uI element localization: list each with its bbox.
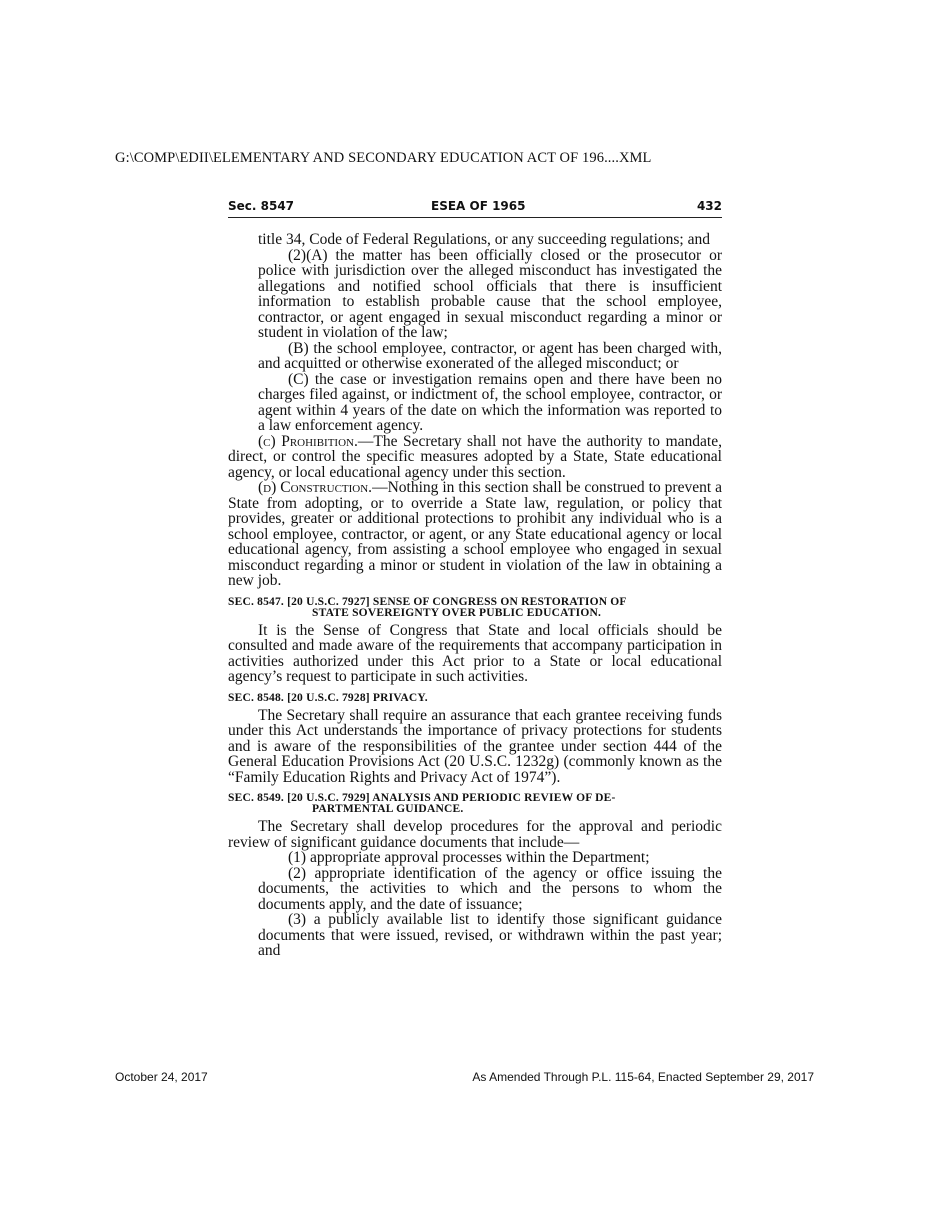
- running-title: ESEA OF 1965: [431, 199, 526, 213]
- subsection-text: —The Secretary shall not have the authority to mandate, direct, or control the specific measures adopted by a State, State educational agency, or local educational agency under this section.: [228, 432, 722, 481]
- list-item: (1) appropriate approval processes within the Department;: [288, 849, 650, 866]
- footer-amended: As Amended Through P.L. 115-64, Enacted September 29, 2017: [472, 1070, 814, 1084]
- document-body: [228, 232, 722, 959]
- paragraph: (2)(A) the matter has been officially closed or the prosecutor or police with jurisdiction over the alleged misconduct has investigated the allegations and notified school officials that there is insufficient information to establish probable cause that the school employee, contractor, or agent engaged in sexual misconduct regarding a minor or student in violation of the law;: [258, 246, 722, 341]
- subsection-label: (d) Construction.: [258, 479, 373, 496]
- paragraph: It is the Sense of Congress that State and local officials should be consulted and made aware of the requirements that accompany participation in activities authorized under this Act prior to a State or local educational agency’s request to participate in such activities.: [228, 621, 722, 685]
- list-item: (3) a publicly available list to identify those significant guidance documents that were issued, revised, or withdrawn within the past year; and: [258, 911, 722, 959]
- list-item: (2) appropriate identification of the agency or office issuing the documents, the activities to which and the persons to whom the documents apply, and the date of issuance;: [258, 864, 722, 913]
- section-heading-8549: [228, 793, 722, 815]
- page-number: 432: [696, 199, 722, 213]
- section-heading-8547: [228, 597, 722, 619]
- section-number: Sec. 8547: [228, 199, 295, 213]
- subsection-c: [228, 434, 722, 481]
- section-heading-line: SEC. 8547. [20 U.S.C. 7927] SENSE OF CONGRESS ON RESTORATION OF: [228, 595, 627, 608]
- paragraph: (C) the case or investigation remains open and there have been no charges filed against, or indictment of, the school employee, contractor, or agent within 4 years of the date on which the information was reported to a law enforcement agency.: [258, 370, 722, 434]
- section-heading-line: SEC. 8548. [20 U.S.C. 7928] PRIVACY.: [228, 691, 428, 704]
- section-heading-8548: [228, 693, 722, 704]
- section-heading-line: STATE SOVEREIGNTY OVER PUBLIC EDUCATION.: [312, 606, 602, 619]
- running-header: [228, 197, 722, 218]
- section-heading-line: SEC. 8549. [20 U.S.C. 7929] ANALYSIS AND PERIODIC REVIEW OF DE-: [228, 792, 616, 804]
- subsection-label: (c) Prohibition.: [258, 432, 358, 450]
- paragraph: (B) the school employee, contractor, or agent has been charged with, and acquitted or otherwise exonerated of the alleged misconduct; or: [258, 339, 722, 372]
- paragraph: The Secretary shall require an assurance that each grantee receiving funds under this Act understands the importance of privacy protections for students and is aware of the responsibilities of the grantee under section 444 of the General Education Provisions Act (20 U.S.C. 1232g) (commonly known as the “Family Education Rights and Privacy Act of 1974”).: [228, 706, 722, 786]
- file-path: G:\COMP\EDII\ELEMENTARY AND SECONDARY EDUCATION ACT OF 196....XML: [115, 150, 652, 166]
- footer-date: October 24, 2017: [115, 1070, 208, 1084]
- subsection-text: —Nothing in this section shall be construed to prevent a State from adopting, or to override a State law, regulation, or policy that provides, greater or additional protections to prohibit any individual who is a school employee, contractor, or agent, or any State educational agency or local educational agency, from assisting a school employee who engaged in sexual misconduct regarding a minor or student in violation of the law in obtaining a new job.: [228, 479, 722, 589]
- paragraph: The Secretary shall develop procedures for the approval and periodic review of significant guidance documents that include—: [228, 818, 722, 851]
- paragraph: title 34, Code of Federal Regulations, or any succeeding regulations; and: [258, 231, 710, 248]
- subsection-d: [228, 480, 722, 589]
- section-heading-line: PARTMENTAL GUIDANCE.: [312, 803, 464, 815]
